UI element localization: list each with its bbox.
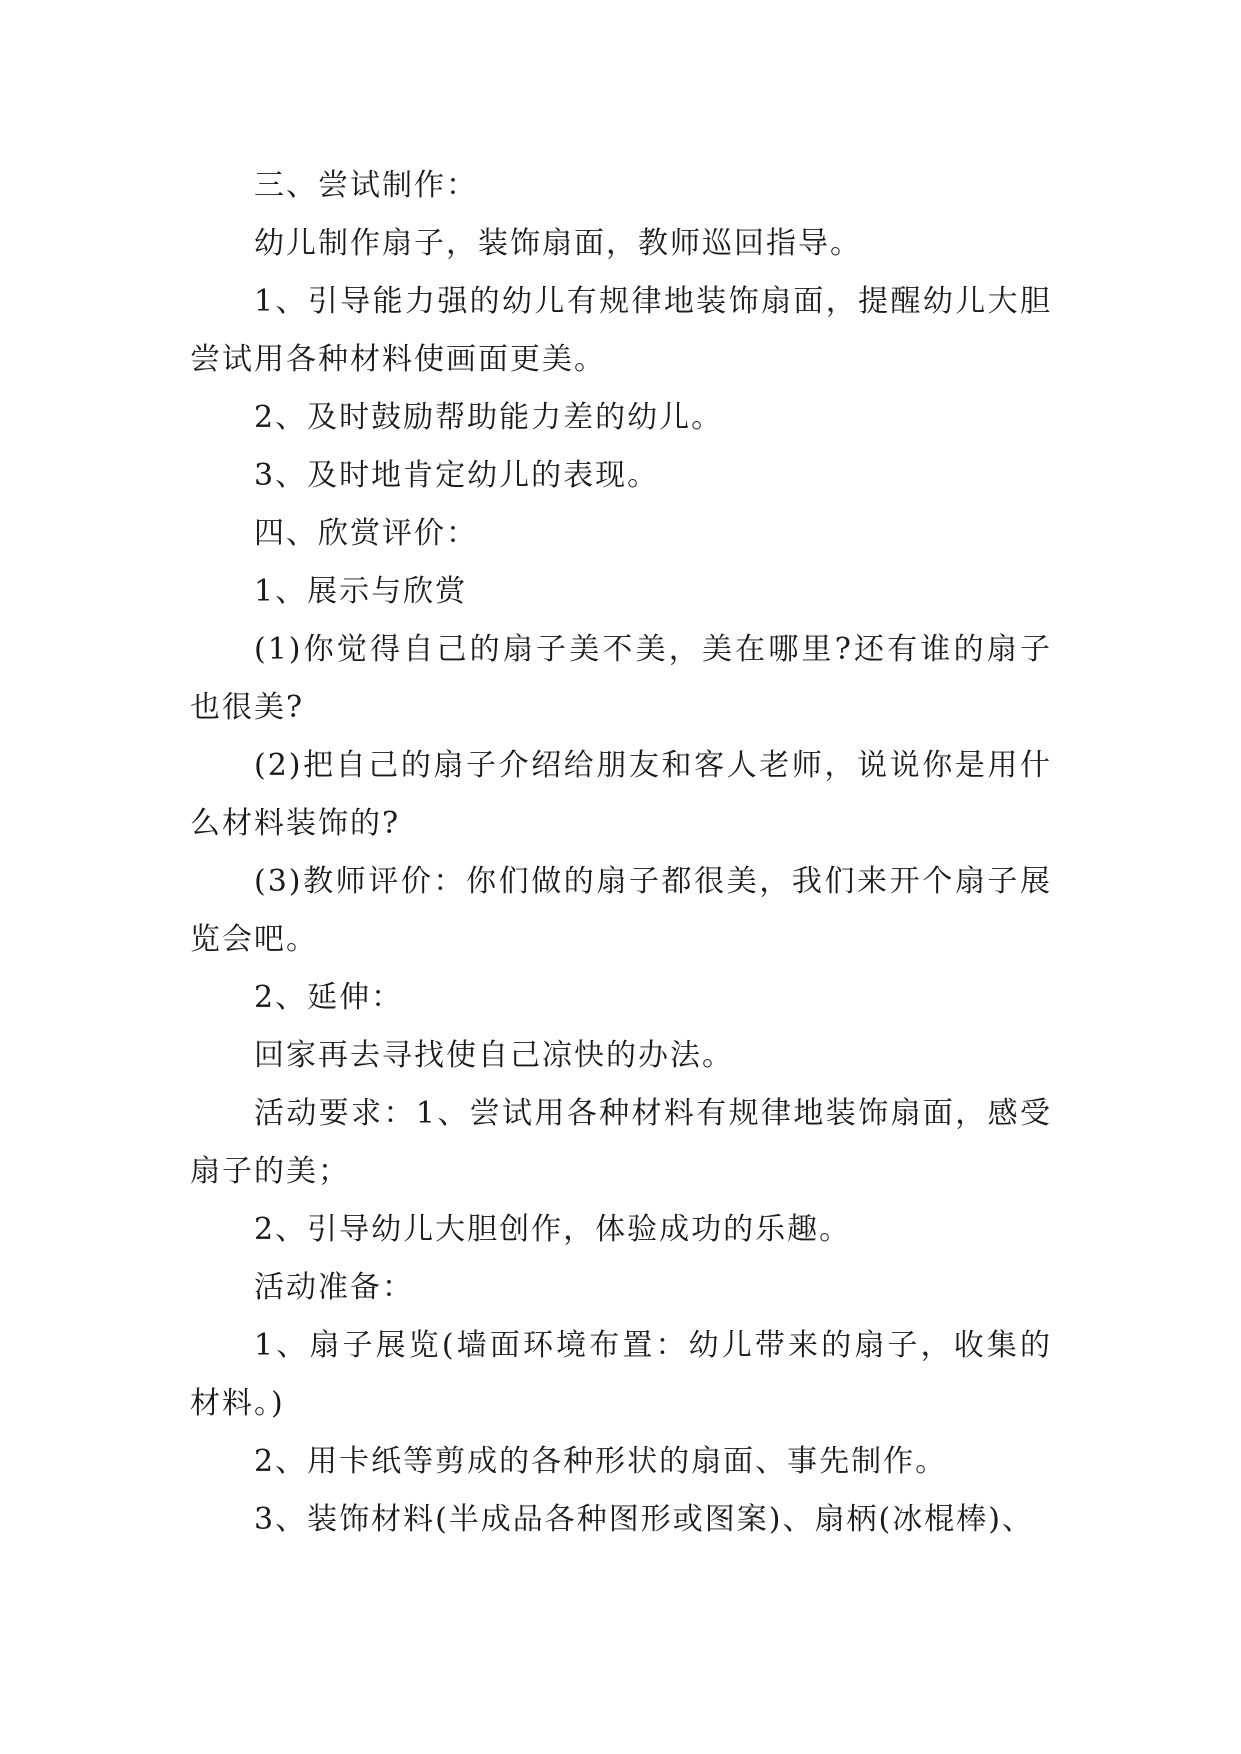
activity-requirements: 活动要求：1、尝试用各种材料有规律地装饰扇面，感受扇子的美； — [190, 1096, 1052, 1189]
document-body — [190, 157, 1052, 1549]
paragraph: 幼儿制作扇子，装饰扇面，教师巡回指导。 — [254, 226, 862, 261]
list-item: 3、及时地肯定幼儿的表现。 — [254, 458, 660, 493]
section-heading-appreciation: 四、欣赏评价： — [254, 516, 478, 551]
sub-list-item: (3)教师评价：你们做的扇子都很美，我们来开个扇子展览会吧。 — [190, 864, 1052, 957]
list-item: 1、展示与欣赏 — [254, 574, 468, 609]
sub-list-item: (2)把自己的扇子介绍给朋友和客人老师，说说你是用什么材料装饰的? — [190, 748, 1052, 841]
sub-list-item: (1)你觉得自己的扇子美不美，美在哪里?还有谁的扇子也很美? — [190, 632, 1052, 725]
section-heading-preparation: 活动准备： — [254, 1270, 414, 1305]
list-item: 2、及时鼓励帮助能力差的幼儿。 — [254, 400, 724, 435]
list-item: 2、延伸： — [254, 980, 404, 1015]
list-item: 2、用卡纸等剪成的各种形状的扇面、事先制作。 — [254, 1444, 948, 1479]
paragraph: 回家再去寻找使自己凉快的办法。 — [254, 1038, 734, 1073]
list-item: 1、引导能力强的幼儿有规律地装饰扇面，提醒幼儿大胆尝试用各种材料使画面更美。 — [190, 284, 1052, 377]
section-heading-try-making: 三、尝试制作： — [254, 168, 478, 203]
list-item: 1、扇子展览(墙面环境布置：幼儿带来的扇子，收集的材料。) — [190, 1328, 1052, 1421]
list-item: 2、引导幼儿大胆创作，体验成功的乐趣。 — [254, 1212, 852, 1247]
list-item: 3、装饰材料(半成品各种图形或图案)、扇柄(冰棍棒)、 — [254, 1502, 1034, 1537]
